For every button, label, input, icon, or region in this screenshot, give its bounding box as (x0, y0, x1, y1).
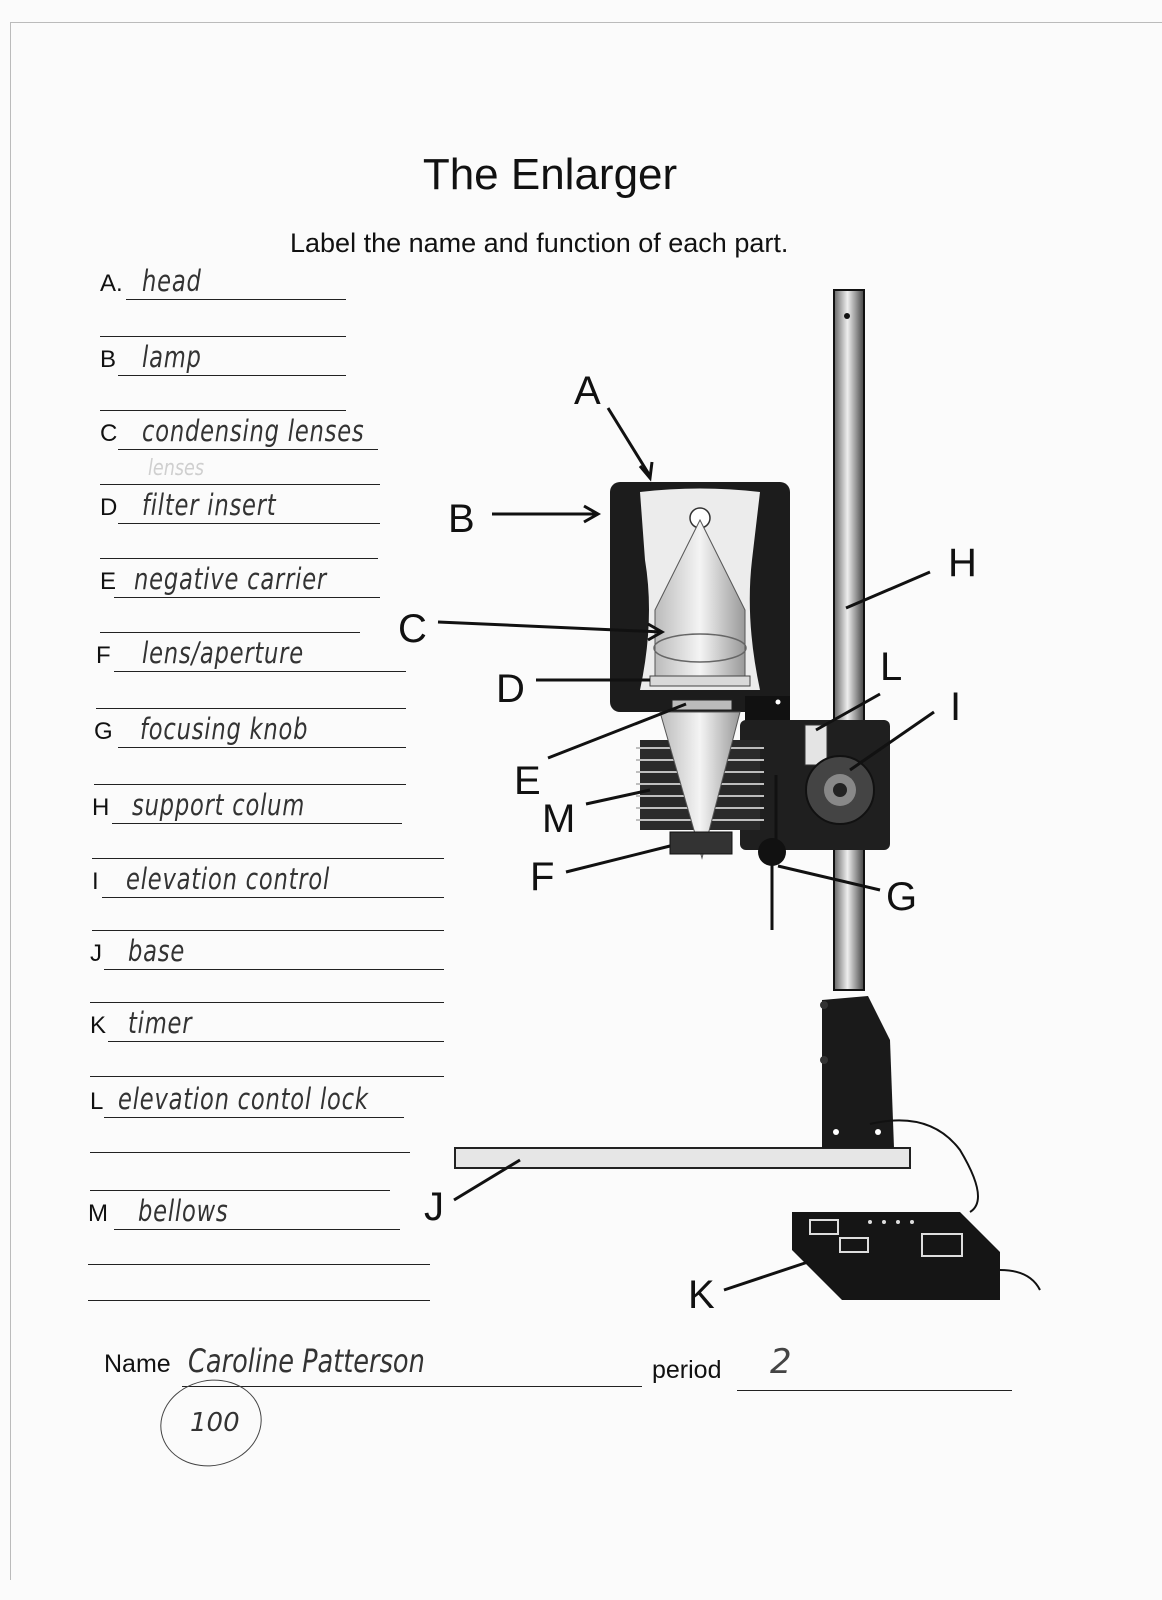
baseboard (455, 1148, 910, 1168)
part-answer[interactable]: lens/aperture (142, 636, 304, 670)
part-letter: K (90, 1012, 107, 1039)
part-answer[interactable]: timer (128, 1006, 193, 1040)
diagram-label-h: H (948, 541, 977, 585)
diagram-label-l: L (880, 645, 903, 689)
name-label: Name (104, 1350, 171, 1378)
part-letter: B (100, 346, 117, 373)
period-value[interactable]: 2 (770, 1342, 792, 1382)
part-answer[interactable]: elevation control (126, 862, 331, 896)
part-answer[interactable]: base (128, 934, 186, 968)
name-line (182, 1386, 642, 1387)
part-letter: E (100, 568, 117, 595)
diagram-label-c: C (398, 607, 427, 651)
part-answer[interactable]: negative carrier (134, 562, 328, 596)
diagram-label-e: E (514, 759, 541, 803)
diagram-label-f: F (530, 855, 555, 899)
part-letter: J (90, 940, 102, 967)
part-letter: F (96, 642, 111, 669)
part-answer[interactable]: support colum (132, 788, 306, 822)
part-answer[interactable]: elevation contol lock (118, 1082, 369, 1116)
diagram-label-m: M (542, 797, 576, 841)
part-answer[interactable]: condensing lenses (142, 414, 365, 448)
worksheet-title: The Enlarger (422, 150, 678, 199)
part-answer[interactable]: bellows (138, 1194, 229, 1228)
part-letter: L (90, 1088, 104, 1115)
diagram-label-g: G (886, 875, 918, 919)
part-letter: I (92, 868, 99, 895)
part-answer[interactable]: lamp (142, 340, 202, 374)
part-answer[interactable]: filter insert (142, 488, 277, 522)
student-name[interactable]: Caroline Patterson (188, 1342, 425, 1380)
part-letter: A. (100, 270, 123, 297)
filter-insert (650, 676, 750, 686)
elevation-lock (805, 725, 827, 765)
diagram-label-i: I (950, 685, 962, 729)
period-label: period (652, 1356, 722, 1384)
part-letter: G (94, 718, 113, 745)
lens-aperture (670, 832, 732, 854)
part-letter: C (100, 420, 118, 447)
diagram-label-b: B (448, 497, 475, 541)
part-letter: H (92, 794, 110, 821)
part-answer[interactable]: focusing knob (140, 712, 309, 746)
part-letter: D (100, 494, 118, 521)
diagram-label-a: A (574, 369, 601, 413)
part-answer[interactable]: head (142, 264, 202, 298)
diagram-label-k: K (688, 1273, 715, 1317)
diagram-label-d: D (496, 667, 525, 711)
bleed-through-text: lenses (148, 456, 205, 481)
diagram-label-j: J (424, 1185, 444, 1229)
score-value: 100 (190, 1408, 240, 1438)
timer (792, 1212, 1000, 1300)
period-line (737, 1390, 1012, 1391)
column-foot (822, 996, 894, 1148)
worksheet-instructions: Label the name and function of each part. (290, 228, 789, 258)
part-letter: M (88, 1200, 108, 1227)
